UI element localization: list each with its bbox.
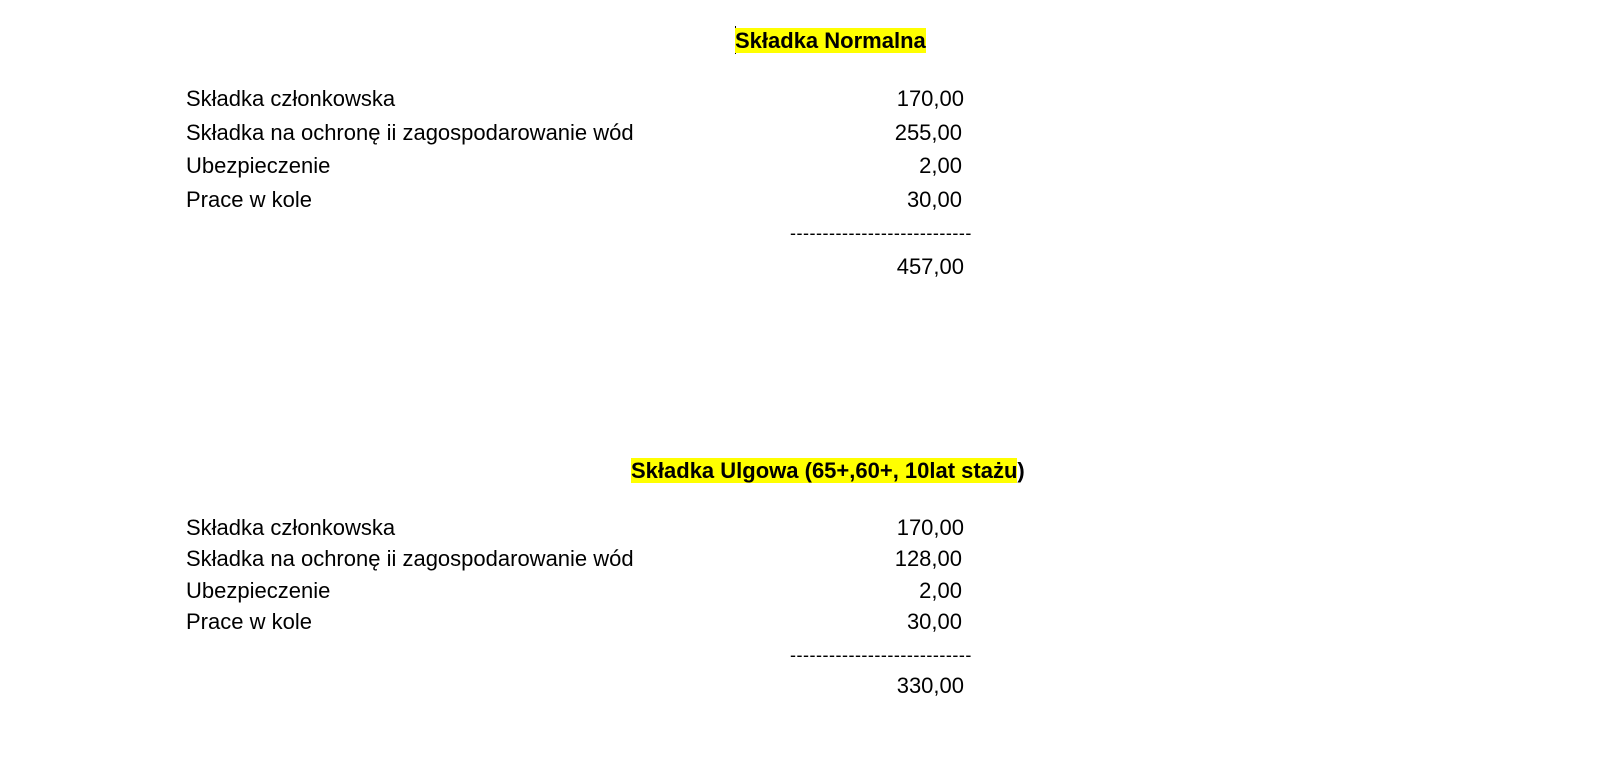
row-label: Składka na ochronę ii zagospodarowanie wód	[186, 120, 634, 145]
sum-separator-line: ----------------------------	[790, 223, 972, 243]
row-label: Składka członkowska	[186, 515, 396, 540]
row-value: 2,00	[919, 153, 962, 178]
row-label: Ubezpieczenie	[186, 578, 331, 603]
heading-rest-text: )	[1017, 458, 1025, 483]
row-value: 30,00	[906, 609, 962, 634]
section-total: 330,00	[896, 673, 964, 698]
row-value: 255,00	[894, 120, 962, 145]
row-value: 2,00	[919, 578, 962, 603]
row-label: Ubezpieczenie	[186, 153, 331, 178]
row-label: Prace w kole	[186, 609, 312, 634]
section-heading-normal	[735, 26, 926, 56]
row-value: 30,00	[906, 187, 962, 212]
row-label: Składka członkowska	[186, 86, 396, 111]
row-label: Prace w kole	[186, 187, 312, 212]
heading-highlighted-text: Składka Normalna	[735, 28, 926, 53]
sum-separator-line: ----------------------------	[790, 645, 972, 665]
row-value: 170,00	[896, 515, 964, 540]
row-value: 128,00	[894, 546, 962, 571]
section-total: 457,00	[896, 254, 964, 279]
row-value: 170,00	[896, 86, 964, 111]
row-label: Składka na ochronę ii zagospodarowanie wód	[186, 546, 634, 571]
heading-highlighted-text: Składka Ulgowa (65+,60+, 10lat stażu	[631, 458, 1018, 483]
section-heading-reduced	[631, 456, 1025, 486]
